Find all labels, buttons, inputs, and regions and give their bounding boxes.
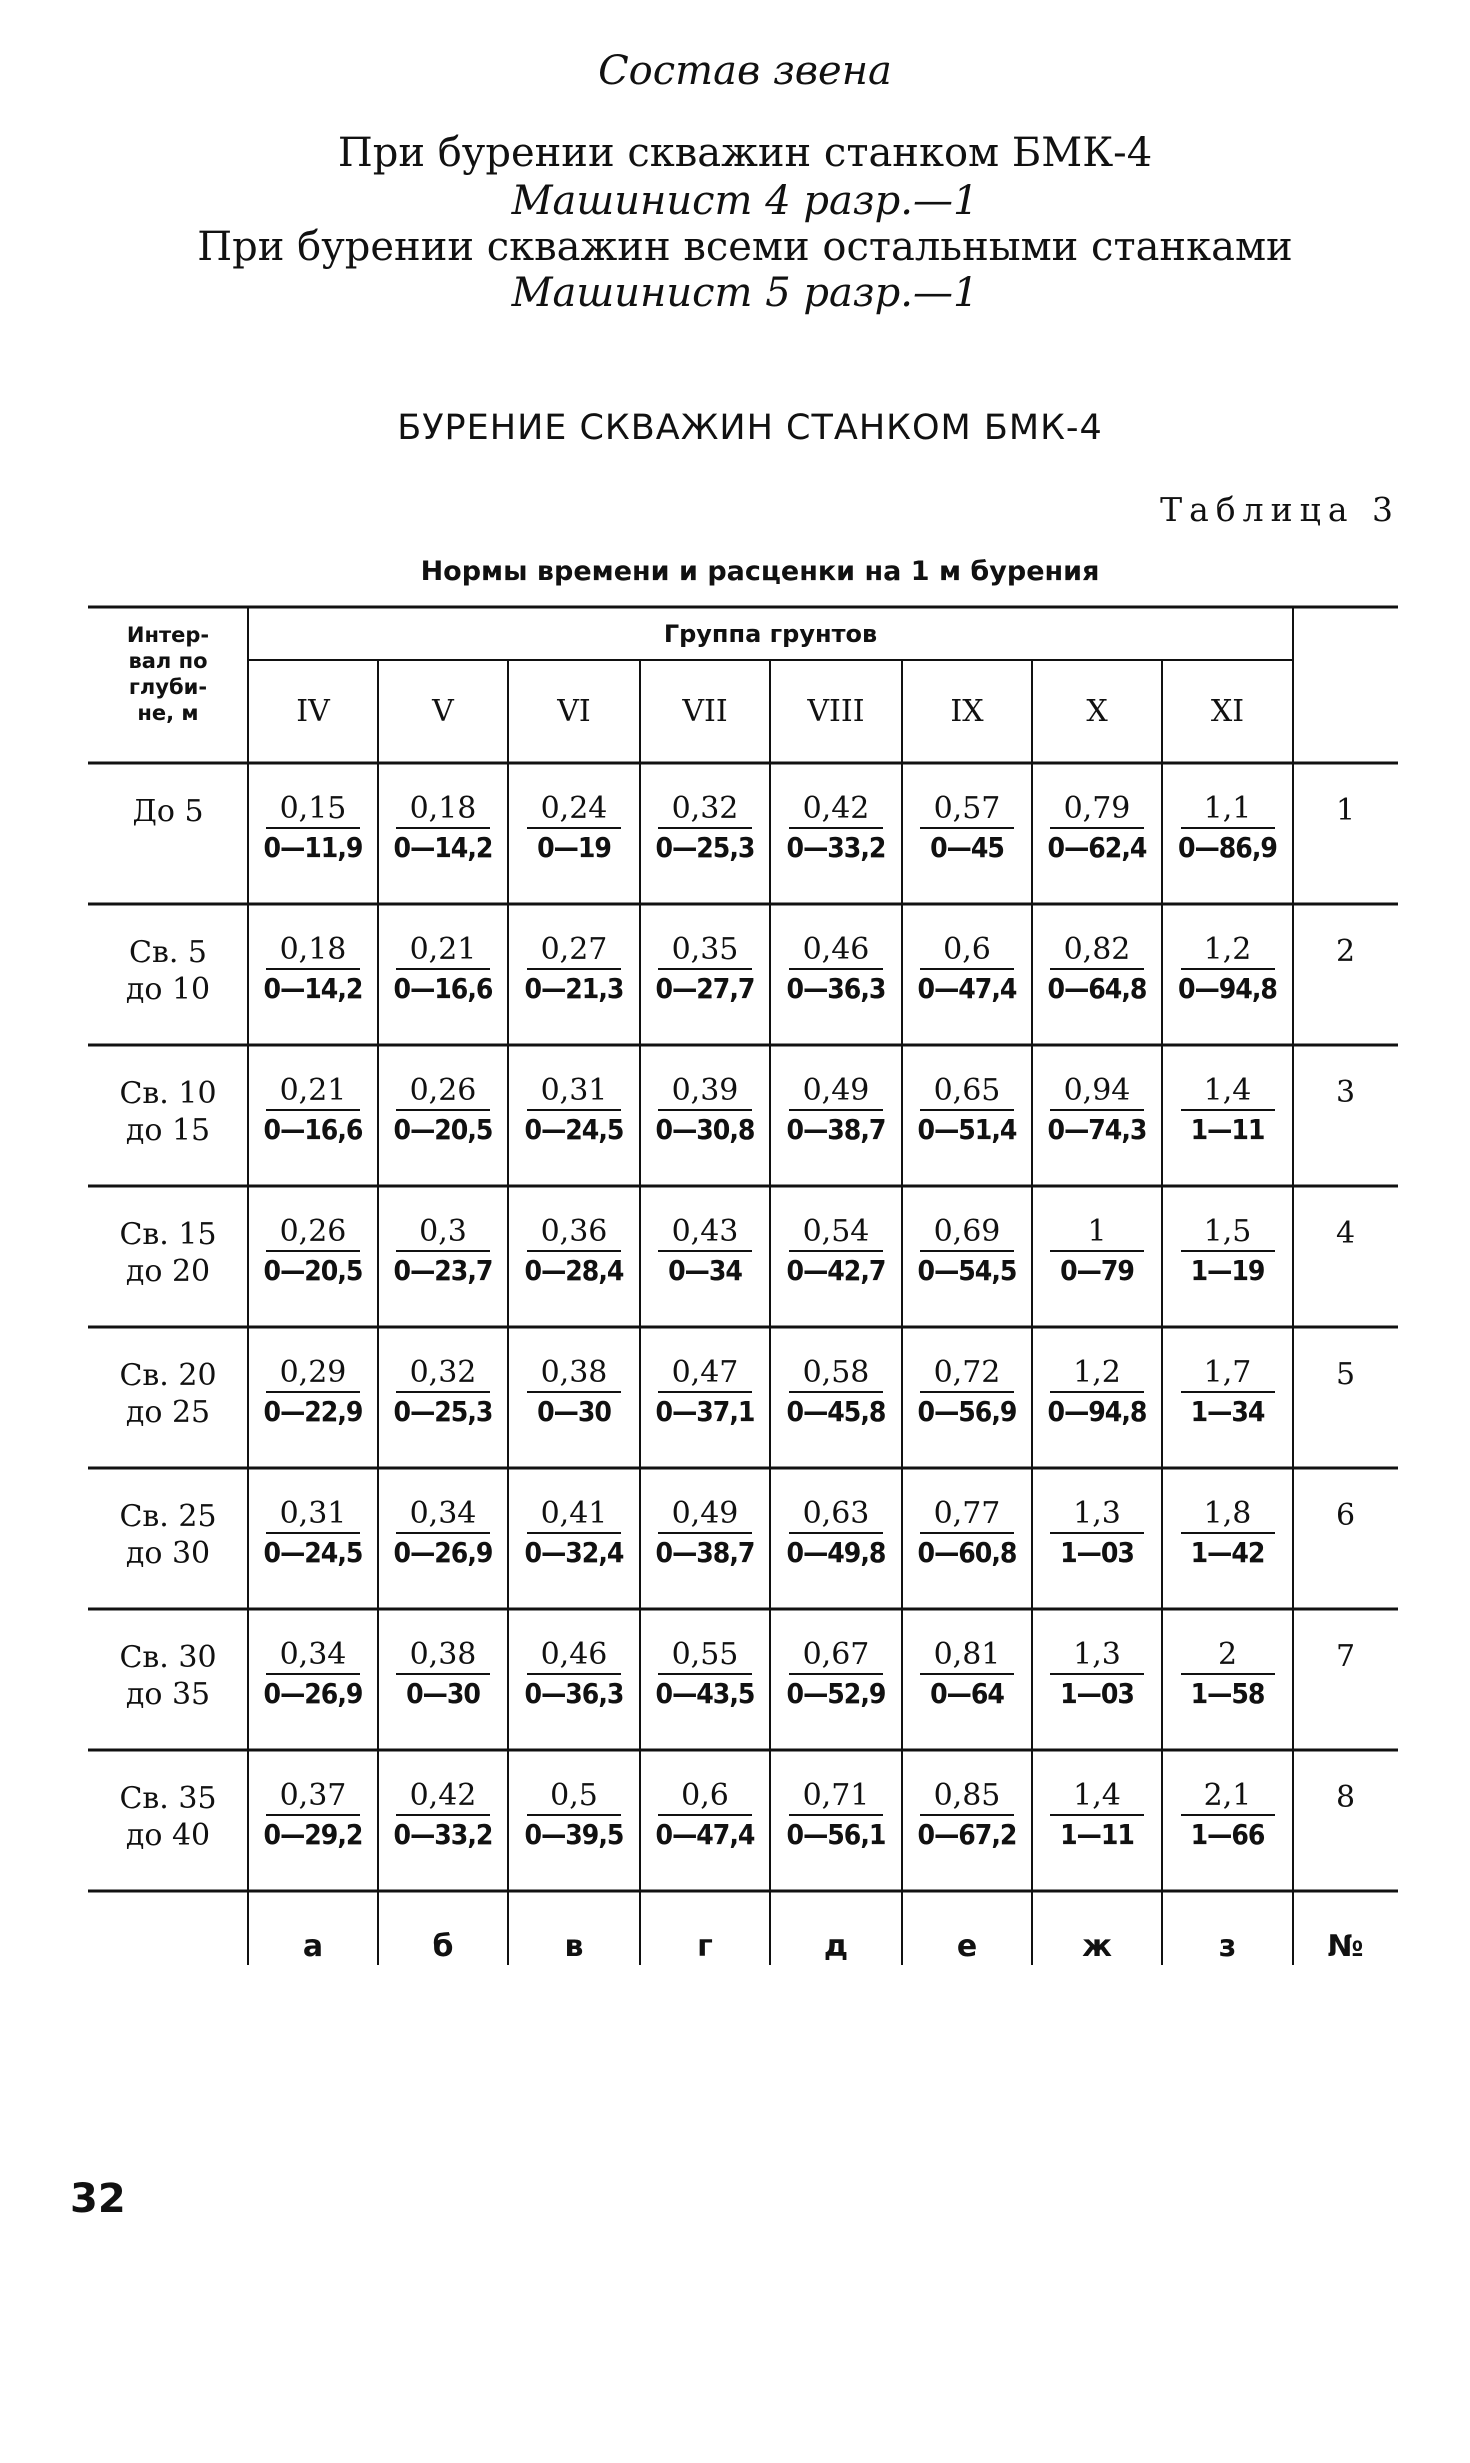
interval-header-line: не, м bbox=[137, 701, 199, 725]
norm-cell bbox=[1037, 1778, 1157, 1854]
column-letter: а bbox=[302, 1929, 324, 1964]
group-label: IX bbox=[950, 694, 984, 729]
rate-value: 0—16,6 bbox=[393, 972, 493, 1005]
row-interval-line: Св. 20 bbox=[119, 1358, 217, 1393]
norm-cell bbox=[253, 1214, 373, 1290]
rate-value: 0—33,2 bbox=[393, 1818, 493, 1851]
time-norm: 0,43 bbox=[658, 1214, 752, 1252]
time-norm: 0,3 bbox=[396, 1214, 490, 1252]
row-interval-line: Св. 15 bbox=[119, 1217, 217, 1252]
time-norm: 1,1 bbox=[1181, 791, 1275, 829]
time-norm: 1,3 bbox=[1050, 1496, 1144, 1534]
column-letter: б bbox=[432, 1929, 454, 1964]
row-number: 6 bbox=[1335, 1498, 1356, 1533]
rate-value: 0—47,4 bbox=[655, 1818, 755, 1851]
time-norm: 0,85 bbox=[920, 1778, 1014, 1816]
column-letter: е bbox=[956, 1929, 978, 1964]
page-number: 32 bbox=[70, 2176, 126, 2222]
group-label: V bbox=[432, 694, 454, 729]
time-norm: 0,18 bbox=[396, 791, 490, 829]
row-interval-line: до 15 bbox=[125, 1113, 211, 1148]
rate-value: 0—54,5 bbox=[917, 1254, 1017, 1287]
time-norm: 2,1 bbox=[1181, 1778, 1275, 1816]
time-norm: 1,4 bbox=[1050, 1778, 1144, 1816]
norm-cell bbox=[645, 791, 765, 867]
norm-cell bbox=[907, 932, 1027, 1008]
time-norm: 0,26 bbox=[266, 1214, 360, 1252]
time-norm: 0,35 bbox=[658, 932, 752, 970]
row-interval-label bbox=[88, 1639, 248, 1713]
rate-value: 0—67,2 bbox=[917, 1818, 1017, 1851]
rate-value: 0—38,7 bbox=[655, 1536, 755, 1569]
rate-value: 0—14,2 bbox=[263, 972, 363, 1005]
norm-cell bbox=[776, 1355, 896, 1431]
number-column-header: № bbox=[1327, 1929, 1364, 1964]
row-number: 1 bbox=[1335, 793, 1356, 828]
norm-cell bbox=[907, 1214, 1027, 1290]
norm-cell bbox=[253, 1637, 373, 1713]
rate-value: 0—16,6 bbox=[263, 1113, 363, 1146]
group-label: X bbox=[1086, 694, 1108, 729]
time-norm: 0,21 bbox=[396, 932, 490, 970]
rate-value: 0—45,8 bbox=[786, 1395, 886, 1428]
row-number: 7 bbox=[1335, 1639, 1356, 1674]
rate-value: 0—45 bbox=[930, 831, 1004, 864]
rate-value: 0—21,3 bbox=[524, 972, 624, 1005]
row-interval-label bbox=[88, 1498, 248, 1572]
rate-value: 0—24,5 bbox=[263, 1536, 363, 1569]
time-norm: 0,47 bbox=[658, 1355, 752, 1393]
row-interval-line: до 35 bbox=[125, 1677, 211, 1712]
rate-value: 1—66 bbox=[1190, 1818, 1265, 1851]
time-norm: 0,77 bbox=[920, 1496, 1014, 1534]
norm-cell bbox=[1037, 791, 1157, 867]
time-norm: 0,6 bbox=[658, 1778, 752, 1816]
norm-cell bbox=[907, 1073, 1027, 1149]
group-label: VIII bbox=[807, 694, 865, 729]
crew-line-operator-5: Машинист 5 разр.—1 bbox=[511, 270, 979, 316]
norm-cell bbox=[776, 1778, 896, 1854]
rate-value: 1—11 bbox=[1060, 1818, 1134, 1851]
time-norm: 1,8 bbox=[1181, 1496, 1275, 1534]
crew-line-operator-4: Машинист 4 разр.—1 bbox=[511, 178, 979, 224]
norm-cell bbox=[514, 1778, 634, 1854]
time-norm: 0,55 bbox=[658, 1637, 752, 1675]
rate-value: 0—37,1 bbox=[655, 1395, 755, 1428]
norm-cell bbox=[1037, 1355, 1157, 1431]
norm-cell bbox=[253, 791, 373, 867]
time-norm: 0,42 bbox=[396, 1778, 490, 1816]
norm-cell bbox=[776, 932, 896, 1008]
time-norm: 0,34 bbox=[266, 1637, 360, 1675]
time-norm: 0,63 bbox=[789, 1496, 883, 1534]
rate-value: 0—14,2 bbox=[393, 831, 493, 864]
interval-header bbox=[88, 622, 248, 726]
rate-value: 0—51,4 bbox=[917, 1113, 1017, 1146]
rate-value: 0—29,2 bbox=[263, 1818, 363, 1851]
norm-cell bbox=[383, 1214, 503, 1290]
rate-value: 0—23,7 bbox=[393, 1254, 493, 1287]
rate-value: 1—19 bbox=[1190, 1254, 1265, 1287]
norm-cell bbox=[383, 1496, 503, 1572]
rate-value: 0—74,3 bbox=[1047, 1113, 1147, 1146]
norm-cell bbox=[1168, 1214, 1288, 1290]
norm-cell bbox=[253, 1073, 373, 1149]
rate-value: 0—52,9 bbox=[786, 1677, 886, 1710]
group-label: XI bbox=[1210, 694, 1245, 729]
norm-cell bbox=[1168, 1637, 1288, 1713]
norm-cell bbox=[253, 1355, 373, 1431]
norm-cell bbox=[1168, 1496, 1288, 1572]
row-interval-line: до 10 bbox=[125, 972, 211, 1007]
rate-value: 0—22,9 bbox=[263, 1395, 363, 1428]
norm-cell bbox=[253, 932, 373, 1008]
row-number: 8 bbox=[1335, 1780, 1356, 1815]
row-interval-line: до 30 bbox=[125, 1536, 211, 1571]
norm-cell bbox=[383, 1637, 503, 1713]
time-norm: 0,46 bbox=[527, 1637, 621, 1675]
norm-cell bbox=[1168, 932, 1288, 1008]
rate-value: 0—64 bbox=[930, 1677, 1004, 1710]
rate-value: 0—60,8 bbox=[917, 1536, 1017, 1569]
norm-cell bbox=[776, 1214, 896, 1290]
row-interval-line: Св. 25 bbox=[119, 1499, 217, 1534]
row-number: 4 bbox=[1335, 1216, 1356, 1251]
norm-cell bbox=[1168, 1073, 1288, 1149]
time-norm: 0,49 bbox=[658, 1496, 752, 1534]
row-interval-line: до 20 bbox=[125, 1254, 211, 1289]
rate-value: 0—25,3 bbox=[655, 831, 755, 864]
rate-value: 1—42 bbox=[1190, 1536, 1265, 1569]
rate-value: 0—20,5 bbox=[263, 1254, 363, 1287]
time-norm: 0,54 bbox=[789, 1214, 883, 1252]
column-letter: з bbox=[1218, 1929, 1237, 1964]
time-norm: 2 bbox=[1181, 1637, 1275, 1675]
time-norm: 0,29 bbox=[266, 1355, 360, 1393]
rate-value: 0—20,5 bbox=[393, 1113, 493, 1146]
norm-cell bbox=[514, 1214, 634, 1290]
norm-cell bbox=[253, 1496, 373, 1572]
row-interval-line: Св. 30 bbox=[119, 1640, 217, 1675]
time-norm: 0,38 bbox=[396, 1637, 490, 1675]
column-letter: д bbox=[823, 1929, 849, 1964]
rate-value: 0—28,4 bbox=[524, 1254, 624, 1287]
norm-cell bbox=[907, 1355, 1027, 1431]
rate-value: 0—39,5 bbox=[524, 1818, 624, 1851]
time-norm: 0,65 bbox=[920, 1073, 1014, 1111]
norm-cell bbox=[1037, 1637, 1157, 1713]
rate-value: 1—34 bbox=[1190, 1395, 1265, 1428]
time-norm: 1,7 bbox=[1181, 1355, 1275, 1393]
row-number: 5 bbox=[1335, 1357, 1356, 1392]
time-norm: 0,32 bbox=[658, 791, 752, 829]
rate-value: 1—03 bbox=[1060, 1536, 1134, 1569]
norm-cell bbox=[383, 1778, 503, 1854]
norm-cell bbox=[1037, 1214, 1157, 1290]
crew-title: Состав звена bbox=[598, 48, 892, 94]
rate-value: 0—19 bbox=[537, 831, 611, 864]
time-norm: 0,69 bbox=[920, 1214, 1014, 1252]
group-label: VII bbox=[682, 694, 728, 729]
rate-value: 0—26,9 bbox=[393, 1536, 493, 1569]
time-norm: 1,4 bbox=[1181, 1073, 1275, 1111]
norm-cell bbox=[1168, 791, 1288, 867]
time-norm: 0,42 bbox=[789, 791, 883, 829]
row-interval-label bbox=[88, 934, 248, 1008]
time-norm: 0,39 bbox=[658, 1073, 752, 1111]
rate-value: 0—27,7 bbox=[655, 972, 755, 1005]
rate-value: 1—58 bbox=[1190, 1677, 1265, 1710]
norm-cell bbox=[383, 932, 503, 1008]
norm-cell bbox=[776, 1496, 896, 1572]
time-norm: 0,32 bbox=[396, 1355, 490, 1393]
row-number: 3 bbox=[1335, 1075, 1356, 1110]
rate-value: 0—26,9 bbox=[263, 1677, 363, 1710]
rate-value: 0—94,8 bbox=[1178, 972, 1277, 1005]
time-norm: 0,49 bbox=[789, 1073, 883, 1111]
norm-cell bbox=[383, 791, 503, 867]
rate-value: 0—86,9 bbox=[1178, 831, 1277, 864]
rate-value: 1—03 bbox=[1060, 1677, 1134, 1710]
norm-cell bbox=[907, 1637, 1027, 1713]
time-norm: 0,58 bbox=[789, 1355, 883, 1393]
rate-value: 0—11,9 bbox=[263, 831, 363, 864]
row-number: 2 bbox=[1335, 934, 1356, 969]
time-norm: 1,2 bbox=[1050, 1355, 1144, 1393]
rate-value: 0—64,8 bbox=[1047, 972, 1147, 1005]
time-norm: 0,67 bbox=[789, 1637, 883, 1675]
group-header: Группа грунтов bbox=[663, 620, 878, 648]
row-interval-line: Св. 10 bbox=[119, 1076, 217, 1111]
time-norm: 0,24 bbox=[527, 791, 621, 829]
norm-cell bbox=[1168, 1778, 1288, 1854]
rate-value: 0—42,7 bbox=[786, 1254, 886, 1287]
time-norm: 0,46 bbox=[789, 932, 883, 970]
time-norm: 0,82 bbox=[1050, 932, 1144, 970]
crew-line-bmk4: При бурении скважин станком БМК-4 bbox=[337, 130, 1153, 176]
interval-header-line: глуби- bbox=[128, 675, 208, 699]
rate-value: 0—30 bbox=[537, 1395, 611, 1428]
column-letter: г bbox=[697, 1929, 713, 1964]
norm-cell bbox=[383, 1073, 503, 1149]
rate-value: 0—36,3 bbox=[524, 1677, 624, 1710]
column-letter: ж bbox=[1082, 1929, 1112, 1964]
norm-cell bbox=[1037, 1073, 1157, 1149]
norm-cell bbox=[776, 1073, 896, 1149]
norm-cell bbox=[514, 791, 634, 867]
time-norm: 0,94 bbox=[1050, 1073, 1144, 1111]
norm-cell bbox=[514, 1355, 634, 1431]
norm-cell bbox=[907, 1778, 1027, 1854]
norm-cell bbox=[1168, 1355, 1288, 1431]
time-norm: 0,41 bbox=[527, 1496, 621, 1534]
time-norm: 0,38 bbox=[527, 1355, 621, 1393]
rate-value: 0—33,2 bbox=[786, 831, 886, 864]
norm-cell bbox=[645, 1496, 765, 1572]
time-norm: 0,57 bbox=[920, 791, 1014, 829]
time-norm: 0,31 bbox=[266, 1496, 360, 1534]
norm-cell bbox=[645, 1778, 765, 1854]
norm-cell bbox=[514, 932, 634, 1008]
row-interval-label bbox=[88, 1075, 248, 1149]
row-interval-label bbox=[88, 1780, 248, 1854]
norm-cell bbox=[776, 791, 896, 867]
row-interval-line: до 40 bbox=[125, 1818, 211, 1853]
time-norm: 0,37 bbox=[266, 1778, 360, 1816]
time-norm: 0,81 bbox=[920, 1637, 1014, 1675]
rate-value: 0—79 bbox=[1060, 1254, 1134, 1287]
rate-value: 0—62,4 bbox=[1047, 831, 1147, 864]
rate-value: 0—30 bbox=[406, 1677, 480, 1710]
rate-value: 0—24,5 bbox=[524, 1113, 624, 1146]
crew-line-other-rigs: При бурении скважин всеми остальными станками bbox=[197, 224, 1293, 270]
section-title: БУРЕНИЕ СКВАЖИН СТАНКОМ БМК-4 bbox=[397, 408, 1103, 448]
norm-cell bbox=[514, 1637, 634, 1713]
group-label: VI bbox=[557, 694, 591, 729]
interval-header-line: Интер- bbox=[126, 623, 210, 647]
norm-cell bbox=[383, 1355, 503, 1431]
row-interval-label bbox=[88, 1216, 248, 1290]
table-caption: Нормы времени и расценки на 1 м бурения bbox=[420, 556, 1100, 587]
norm-cell bbox=[907, 1496, 1027, 1572]
rate-value: 0—56,9 bbox=[917, 1395, 1017, 1428]
rate-value: 0—47,4 bbox=[917, 972, 1017, 1005]
time-norm: 0,79 bbox=[1050, 791, 1144, 829]
rate-value: 0—32,4 bbox=[524, 1536, 624, 1569]
norm-cell bbox=[776, 1637, 896, 1713]
norm-cell bbox=[514, 1073, 634, 1149]
rate-value: 0—49,8 bbox=[786, 1536, 886, 1569]
norm-cell bbox=[645, 932, 765, 1008]
row-interval-line: Св. 5 bbox=[128, 935, 207, 970]
time-norm: 0,21 bbox=[266, 1073, 360, 1111]
time-norm: 0,72 bbox=[920, 1355, 1014, 1393]
time-norm: 0,26 bbox=[396, 1073, 490, 1111]
rate-value: 1—11 bbox=[1190, 1113, 1265, 1146]
group-label: IV bbox=[296, 694, 330, 729]
row-interval-line: До 5 bbox=[132, 794, 204, 829]
rate-value: 0—38,7 bbox=[786, 1113, 886, 1146]
rate-value: 0—36,3 bbox=[786, 972, 886, 1005]
norm-cell bbox=[1037, 932, 1157, 1008]
norm-cell bbox=[907, 791, 1027, 867]
row-interval-label bbox=[88, 1357, 248, 1431]
column-letter: в bbox=[564, 1929, 584, 1964]
rate-value: 0—43,5 bbox=[655, 1677, 755, 1710]
time-norm: 0,31 bbox=[527, 1073, 621, 1111]
time-norm: 0,36 bbox=[527, 1214, 621, 1252]
table-label: Таблица 3 bbox=[1160, 490, 1400, 529]
rate-value: 0—25,3 bbox=[393, 1395, 493, 1428]
rate-value: 0—94,8 bbox=[1047, 1395, 1147, 1428]
rate-value: 0—56,1 bbox=[786, 1818, 886, 1851]
time-norm: 0,71 bbox=[789, 1778, 883, 1816]
norm-cell bbox=[514, 1496, 634, 1572]
time-norm: 1 bbox=[1050, 1214, 1144, 1252]
rate-value: 0—30,8 bbox=[655, 1113, 755, 1146]
norm-cell bbox=[645, 1073, 765, 1149]
time-norm: 1,5 bbox=[1181, 1214, 1275, 1252]
time-norm: 1,2 bbox=[1181, 932, 1275, 970]
rate-value: 0—34 bbox=[668, 1254, 742, 1287]
time-norm: 0,34 bbox=[396, 1496, 490, 1534]
norm-cell bbox=[645, 1214, 765, 1290]
row-interval-label bbox=[88, 793, 248, 830]
time-norm: 0,5 bbox=[527, 1778, 621, 1816]
time-norm: 1,3 bbox=[1050, 1637, 1144, 1675]
time-norm: 0,15 bbox=[266, 791, 360, 829]
time-norm: 0,18 bbox=[266, 932, 360, 970]
time-norm: 0,6 bbox=[920, 932, 1014, 970]
time-norm: 0,27 bbox=[527, 932, 621, 970]
norm-cell bbox=[645, 1355, 765, 1431]
norm-cell bbox=[1037, 1496, 1157, 1572]
norm-cell bbox=[253, 1778, 373, 1854]
interval-header-line: вал по bbox=[128, 649, 208, 673]
row-interval-line: до 25 bbox=[125, 1395, 211, 1430]
row-interval-line: Св. 35 bbox=[119, 1781, 217, 1816]
norm-cell bbox=[645, 1637, 765, 1713]
